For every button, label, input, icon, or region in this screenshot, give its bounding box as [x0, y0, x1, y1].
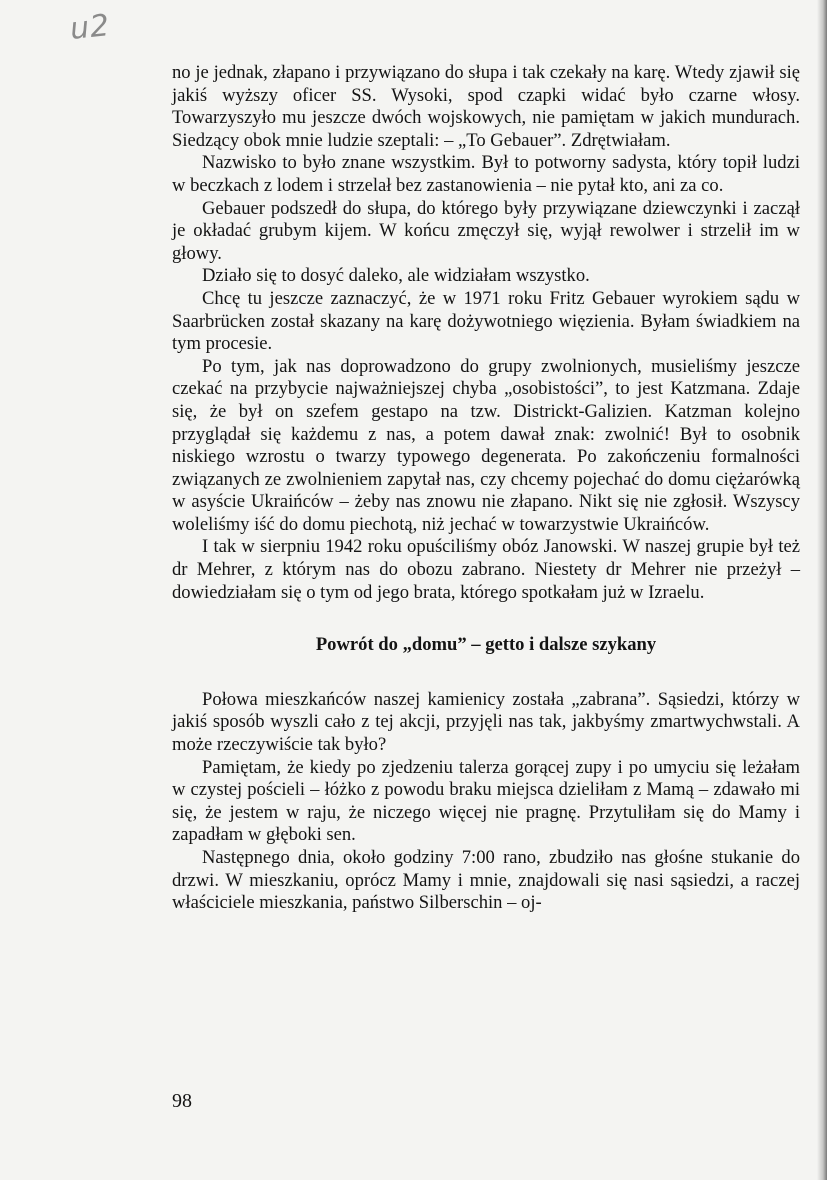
scan-edge-shadow: [817, 0, 827, 1180]
paragraph: Chcę tu jeszcze zaznaczyć, że w 1971 roku Fritz Gebauer wyrokiem sądu w Saarbrücken został skazany na karę dożywotniego więzienia. Byłam świadkiem na tym procesie.: [172, 287, 800, 355]
paragraph: Nazwisko to było znane wszystkim. Był to potworny sadysta, który topił ludzi w beczkach z lodem i strzelał bez zastanowienia – nie pytał kto, ani za co.: [172, 152, 800, 196]
handwritten-mark: u2: [68, 7, 112, 48]
body-text: [172, 62, 800, 915]
paragraph: Działo się to dosyć daleko, ale widziałam wszystko.: [202, 265, 590, 287]
paragraph: no je jednak, złapano i przywiązano do słupa i tak czekały na karę. Wtedy zjawił się jakiś wyższy oficer SS. Wysoki, spod czapki widać było czarne włosy. Towarzyszyło mu jeszcze dwóch wojskowych, nie pamiętam w jakich mundurach. Siedzący obok mnie ludzie szeptali: – „To Gebauer”. Zdrętwiałam.: [172, 62, 800, 151]
paragraph: Po tym, jak nas doprowadzono do grupy zwolnionych, musieliśmy jeszcze czekać na przybycie najważniejszej chyba „osobistości”, to jest Katzmana. Zdaje się, że był on szefem gestapo na tzw. Districkt-Galizien. Katzman kolejno przyglądał się każdemu z nas, a potem dawał znak: zwolnić! Był to osobnik niskiego wzrostu o twarzy typowego degenerata. Po zakończeniu formalności związanych ze zwolnieniem zapytał nas, czy chcemy pojechać do domu ciężarówką w asyście Ukraińców – żeby nas znowu nie złapano. Nikt się nie zgłosił. Wszyscy woleliśmy iść do domu piechotą, niż jechać w towarzystwie Ukraińców.: [172, 355, 800, 535]
section-heading: Powrót do „domu” – getto i dalsze szykany: [315, 634, 657, 656]
page-number: 98: [172, 1090, 192, 1112]
paragraph: I tak w sierpniu 1942 roku opuściliśmy obóz Janowski. W naszej grupie był też dr Mehrer, z którym nas do obozu zabrano. Niestety dr Mehrer nie przeżył – dowiedziałam się o tym od jego brata, którego spotkałam już w Izraelu.: [172, 536, 800, 603]
paragraph: Połowa mieszkańców naszej kamienicy została „zabrana”. Sąsiedzi, którzy w jakiś sposób wyszli cało z tej akcji, przyjęli nas tak, jakbyśmy zmartwychwstali. A może rzeczywiście tak było?: [172, 688, 800, 756]
paragraph: Pamiętam, że kiedy po zjedzeniu talerza gorącej zupy i po umyciu się leżałam w czystej pościeli – łóżko z powodu braku miejsca dzieliłam z Mamą – zdawało mi się, że jestem w raju, że niczego więcej nie pragnę. Przytuliłam się do Mamy i zapadłam w głęboki sen.: [172, 756, 800, 846]
paragraph: Następnego dnia, około godziny 7:00 rano, zbudziło nas głośne stukanie do drzwi. W mieszkaniu, oprócz Mamy i mnie, znajdowali się nasi sąsiedzi, a raczej właściciele mieszkania, państwo Silberschin – oj-: [172, 847, 800, 914]
paragraph: Gebauer podszedł do słupa, do którego były przywiązane dziewczynki i zaczął je okładać grubym kijem. W końcu zmęczył się, wyjął rewolwer i strzelił im w głowy.: [172, 197, 800, 264]
